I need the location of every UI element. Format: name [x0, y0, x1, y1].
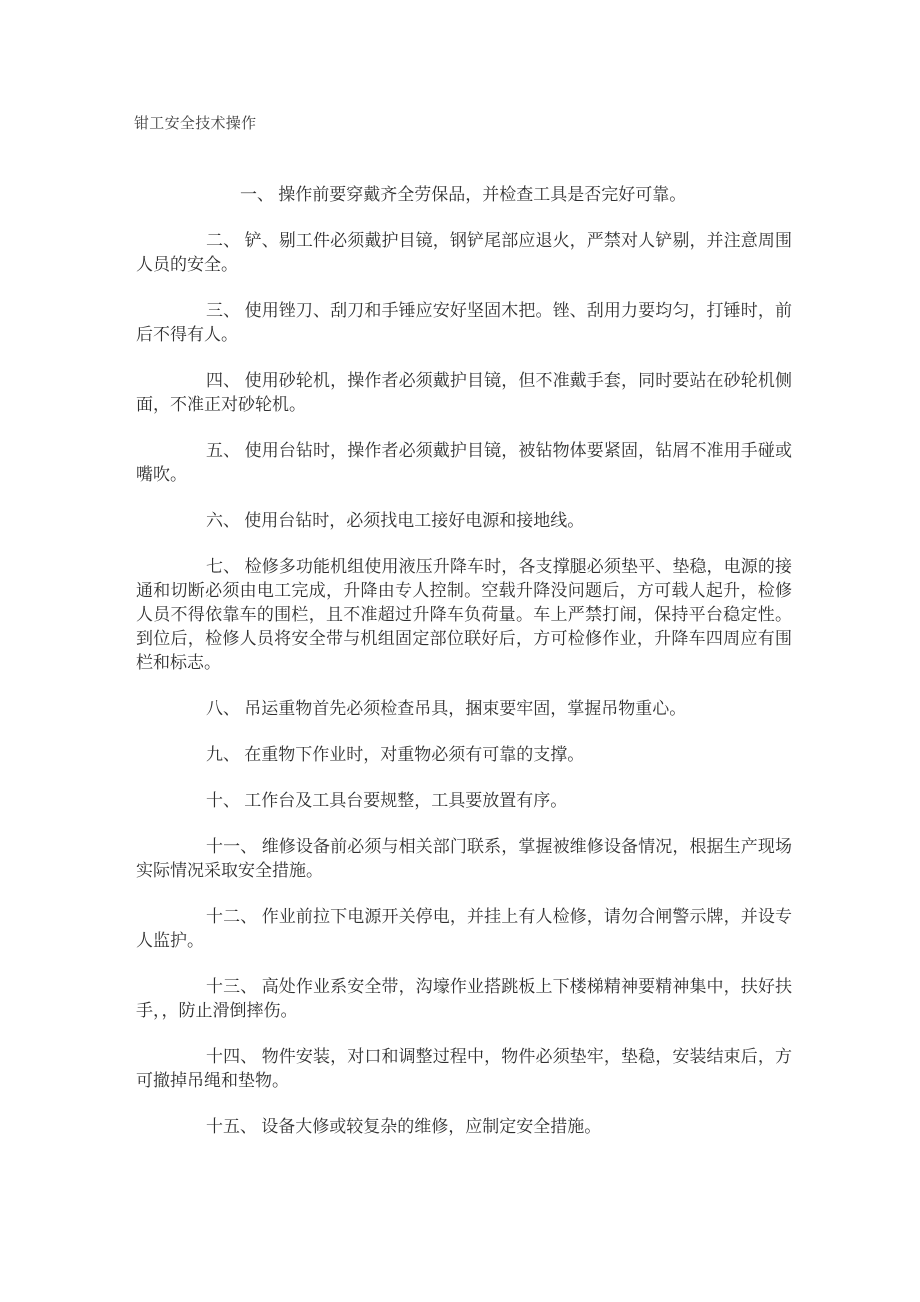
clause-item: 八、 吊运重物首先必须检查吊具，捆束要牢固，掌握吊物重心。: [206, 699, 687, 718]
clause-item: 十四、 物件安装，对口和调整过程中，物件必须垫牢，垫稳，安装结束后，方可撤掉吊绳和垫物。: [136, 1047, 792, 1090]
clause-item: 六、 使用台钻时，必须找电工接好电源和接地线。: [206, 511, 585, 530]
clause-item: 十、 工作台及工具台要规整，工具要放置有序。: [206, 791, 568, 810]
clause-item: 一、 操作前要穿戴齐全劳保品，并检查工具是否完好可靠。: [240, 185, 687, 204]
clause-item: 五、 使用台钻时，操作者必须戴护目镜，被钻物体要紧固，钻屑不准用手碰或嘴吹。: [136, 441, 792, 484]
clause-item: 十一、 维修设备前必须与相关部门联系，掌握被维修设备情况，根据生产现场实际情况采取安全措施。: [136, 837, 792, 880]
clause-item: 四、 使用砂轮机，操作者必须戴护目镜，但不准戴手套，同时要站在砂轮机侧面，不准正对砂轮机。: [136, 371, 792, 414]
clause-item: 十三、 高处作业系安全带，沟壕作业搭跳板上下楼梯精神要精神集中，扶好扶手，，防止滑倒摔伤。: [136, 977, 792, 1020]
clause-item: 七、 检修多功能机组使用液压升降车时，各支撑腿必须垫平、垫稳，电源的接通和切断必须由电工完成，升降由专人控制。空载升降没问题后，方可载人起升，检修人员不得依靠车的围栏，且不准超过升降车负荷量。车上严禁打闹，保持平台稳定性。到位后，检修人员将安全带与机组固定部位联好后，方可检修作业，升降车四周应有围栏和标志。: [136, 557, 792, 672]
clause-item: 十二、 作业前拉下电源开关停电，并挂上有人检修，请勿合闸警示牌，并设专人监护。: [136, 907, 792, 950]
document-body: [136, 183, 792, 1139]
page-title: 钳工安全技术操作: [134, 115, 257, 132]
clause-item: 三、 使用锉刀、刮刀和手锤应安好坚固木把。锉、刮用力要均匀，打锤时，前后不得有人。: [136, 301, 792, 344]
clause-item: 九、 在重物下作业时，对重物必须有可靠的支撑。: [206, 745, 585, 764]
clause-item: 十五、 设备大修或较复杂的维修，应制定安全措施。: [206, 1117, 602, 1136]
clause-item: 二、 铲、剔工件必须戴护目镜，钢铲尾部应退火，严禁对人铲剔，并注意周围人员的安全。: [136, 231, 792, 274]
